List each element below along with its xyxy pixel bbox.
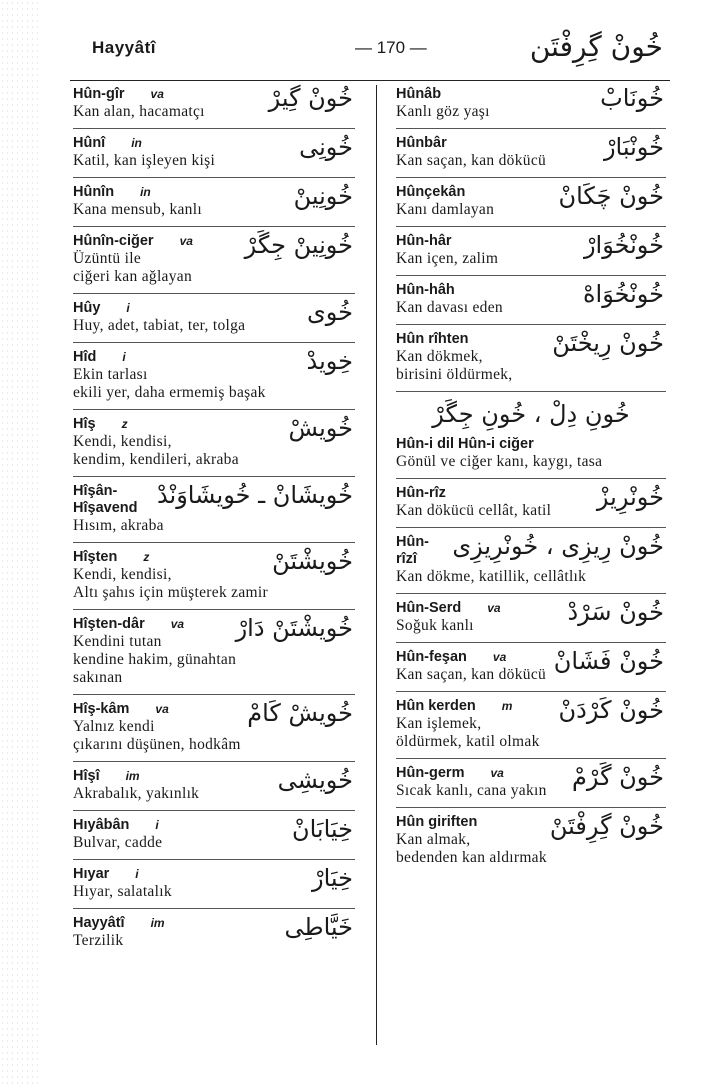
entry-definition: Kan dökme, katillik, cellâtlık — [396, 568, 587, 585]
entry-pos: im — [125, 769, 140, 783]
dictionary-entry — [73, 135, 355, 170]
entry-pos: m — [501, 699, 513, 713]
entry-definition: Bulvar, cadde — [73, 834, 163, 851]
dictionary-entry — [396, 814, 666, 867]
entry-pos: va — [179, 234, 193, 248]
entry-arabic: خُونْ كَرْدَنْ — [558, 696, 664, 724]
entry-headword: Hîd i — [73, 349, 126, 365]
entry-arabic: خُويشَانْ ـ خُويشَاوَنْدْ — [156, 481, 353, 509]
entry-divider — [396, 478, 666, 479]
entry-definition: Gönül ve ciğer kanı, kaygı, tasa — [396, 453, 603, 470]
dictionary-entry — [396, 698, 666, 751]
entry-divider — [396, 128, 666, 129]
entry-definition: Terzilik — [73, 932, 124, 949]
entry-divider — [73, 609, 355, 610]
entry-definition: Hıyar, salatalık — [73, 883, 172, 900]
entry-arabic: خُونْ رِيخْتَنْ — [552, 329, 664, 357]
entry-divider — [73, 342, 355, 343]
entry-definition: Kan saçan, kan dökücü — [396, 152, 547, 169]
dictionary-entry — [396, 184, 666, 219]
entry-arabic: خُوى — [306, 298, 353, 326]
entry-divider — [396, 275, 666, 276]
entry-headword: Hîşten z — [73, 549, 150, 565]
entry-headword: Hûnbâr — [396, 135, 447, 151]
entry-definition: Katil, kan işleyen kişi — [73, 152, 216, 169]
entry-divider — [73, 226, 355, 227]
entry-arabic: خُونْ فَشَانْ — [553, 647, 664, 675]
entry-definition: sakınan — [73, 669, 123, 686]
entry-headword: Hûn-feşan va — [396, 649, 507, 665]
dictionary-entry — [73, 817, 355, 852]
entry-pos: i — [155, 818, 159, 832]
dictionary-entry — [396, 485, 666, 520]
entry-definition: Altı şahıs için müşterek zamir — [73, 584, 268, 601]
entry-definition: Kendi, kendisi, — [73, 566, 172, 583]
entry-arabic: خُونْ چَكَانْ — [558, 182, 664, 210]
entry-definition: ciğeri kan ağlayan — [73, 268, 193, 285]
entry-definition: Huy, adet, tabiat, ter, tolga — [73, 317, 246, 334]
entry-definition: Yalnız kendi — [73, 718, 155, 735]
entry-arabic: خِيَارْ — [312, 864, 353, 892]
header-left-word: Hayyâtî — [92, 38, 156, 57]
entry-arabic: خِويدْ — [306, 347, 353, 375]
entry-headword: Hûnîn-ciğer va — [73, 233, 193, 249]
entry-headword-cont: rîzî — [396, 551, 417, 567]
entry-definition: kendine hakim, günahtan — [73, 651, 237, 668]
entry-headword: Hûn-Serd va — [396, 600, 501, 616]
entry-pos: in — [140, 185, 151, 199]
entry-arabic: خُويشْ كَامْ — [247, 699, 353, 727]
entry-headword: Hûn- — [396, 534, 430, 550]
entry-definition: Kan alan, hacamatçı — [73, 103, 205, 120]
entry-headword: Hûn rîhten — [396, 331, 469, 347]
entry-arabic: خُويشْ — [288, 414, 353, 442]
entry-divider — [396, 177, 666, 178]
entry-arabic: خُونْرِيزْ — [596, 483, 664, 511]
entry-arabic: خُونْخُوَارْ — [583, 231, 664, 259]
page-header — [0, 30, 723, 80]
entry-divider — [396, 226, 666, 227]
right-column — [396, 86, 666, 874]
entry-definition: kendim, kendileri, akraba — [73, 451, 239, 468]
entry-headword: Hûn-gîr va — [73, 86, 164, 102]
entry-definition: Akrabalık, yakınlık — [73, 785, 200, 802]
entry-divider — [396, 807, 666, 808]
dictionary-entry — [396, 600, 666, 635]
entry-divider — [73, 761, 355, 762]
dictionary-entry — [73, 915, 355, 950]
entry-arabic: خُونِى — [299, 133, 353, 161]
dictionary-entry — [73, 184, 355, 219]
entry-divider — [73, 293, 355, 294]
entry-arabic: خِيَابَانْ — [291, 815, 353, 843]
entry-arabic: خُونْ گَرْمْ — [571, 763, 664, 791]
entry-headword: Hûn kerden m — [396, 698, 513, 714]
entry-definition: Kan dökmek, — [396, 348, 483, 365]
dictionary-entry — [73, 549, 355, 602]
dictionary-entry — [73, 866, 355, 901]
entry-definition: Soğuk kanlı — [396, 617, 474, 634]
dictionary-entry — [73, 349, 355, 402]
entry-headword: Hûn-hâh — [396, 282, 455, 298]
entry-headword: Hîş-kâm va — [73, 701, 169, 717]
entry-divider — [396, 527, 666, 528]
entry-divider — [73, 177, 355, 178]
entry-definition: Kan almak, — [396, 831, 471, 848]
entry-definition: Kendi, kendisi, — [73, 433, 172, 450]
entry-definition: öldürmek, katil olmak — [396, 733, 540, 750]
entry-arabic: خُونَابْ — [600, 84, 664, 112]
entry-definition: bedenden kan aldırmak — [396, 849, 547, 866]
entry-headword: Hayyâtî im — [73, 915, 165, 931]
entry-definition: Kan saçan, kan dökücü — [396, 666, 547, 683]
entry-headword: Hûy i — [73, 300, 130, 316]
entry-divider — [73, 542, 355, 543]
entry-arabic: خُونْ گِيرْ — [268, 84, 353, 112]
entry-pos: va — [490, 766, 504, 780]
left-column — [73, 86, 355, 957]
entry-definition: Kan işlemek, — [396, 715, 482, 732]
entry-arabic: خُونِينْ — [293, 182, 353, 210]
entry-definition: Kanlı göz yaşı — [396, 103, 490, 120]
entry-arabic: خُونْ سَرْدْ — [567, 598, 664, 626]
dictionary-entry — [396, 649, 666, 684]
entry-headword: Hûnçekân — [396, 184, 466, 200]
entry-headword: Hîş z — [73, 416, 128, 432]
entry-divider — [396, 324, 666, 325]
entry-definition: ekili yer, daha ermemiş başak — [73, 384, 266, 401]
dictionary-entry — [73, 86, 355, 121]
entry-divider — [73, 694, 355, 695]
entry-pos: va — [487, 601, 501, 615]
entry-headword: Hıyar i — [73, 866, 139, 882]
entry-headword-cont: Hîşavend — [73, 500, 138, 516]
entry-divider — [396, 758, 666, 759]
header-right-word: خُونْ گِرِفْتَن — [529, 30, 663, 63]
entry-divider — [396, 391, 666, 392]
entry-definition: Kan dökücü cellât, katil — [396, 502, 552, 519]
entry-arabic: خُونْ گِرِفْتَنْ — [549, 812, 664, 840]
entry-headword: Hûn-i dil Hûn-i ciğer — [396, 436, 534, 452]
entry-pos: z — [143, 550, 150, 564]
entry-headword: Hûn-rîz — [396, 485, 446, 501]
entry-headword: Hûn giriften — [396, 814, 478, 830]
entry-arabic: خُونْ رِيزِى ، خُونْرِيزِى — [452, 532, 664, 560]
page-number: — 170 — — [355, 38, 427, 57]
entry-headword: Hîşî im — [73, 768, 140, 784]
entry-arabic: خُونْخُوَاهْ — [582, 280, 664, 308]
dictionary-entry — [73, 233, 355, 286]
entry-divider — [73, 810, 355, 811]
dictionary-entry — [396, 331, 666, 384]
dictionary-entry — [396, 400, 666, 471]
entry-definition: birisini öldürmek, — [396, 366, 513, 383]
entry-divider — [73, 409, 355, 410]
entry-arabic: خُويشْتَنْ — [272, 547, 353, 575]
entry-divider — [73, 128, 355, 129]
dictionary-entry — [73, 416, 355, 469]
entry-definition: çıkarını düşünen, hodkâm — [73, 736, 241, 753]
entry-arabic: خُويشْتَنْ دَارْ — [235, 614, 353, 642]
entry-headword: Hûnâb — [396, 86, 442, 102]
dictionary-entry — [396, 765, 666, 800]
entry-pos: i — [126, 301, 130, 315]
entry-pos: z — [121, 417, 128, 431]
dictionary-entry — [396, 86, 666, 121]
entry-definition: Kendini tutan — [73, 633, 162, 650]
entry-arabic: خَيَّاطِى — [284, 913, 353, 941]
entry-pos: i — [122, 350, 126, 364]
entry-arabic: خُويشِى — [277, 766, 353, 794]
dictionary-entry — [73, 768, 355, 803]
entry-definition: Hısım, akraba — [73, 517, 164, 534]
entry-divider — [396, 593, 666, 594]
dictionary-entry — [396, 534, 666, 586]
entry-definition: Kana mensub, kanlı — [73, 201, 202, 218]
entry-headword: Hûn-hâr — [396, 233, 452, 249]
entry-divider — [396, 642, 666, 643]
entry-definition: Kanı damlayan — [396, 201, 495, 218]
entry-pos: in — [131, 136, 142, 150]
entry-definition: Sıcak kanlı, cana yakın — [396, 782, 547, 799]
dictionary-entry — [73, 483, 355, 535]
entry-definition: Kan içen, zalim — [396, 250, 499, 267]
entry-divider — [73, 476, 355, 477]
entry-pos: va — [170, 617, 185, 631]
page-edge-texture — [0, 0, 40, 1088]
dictionary-entry — [396, 282, 666, 317]
dictionary-entry — [396, 135, 666, 170]
entry-headword: Hûnîn in — [73, 184, 151, 200]
entry-headword: Hûn-germ va — [396, 765, 504, 781]
header-rule — [70, 80, 670, 81]
dictionary-entry — [73, 300, 355, 335]
entry-definition: Kan davası eden — [396, 299, 503, 316]
entry-headword: Hûnî in — [73, 135, 142, 151]
entry-headword: Hîşten-dâr va — [73, 616, 185, 632]
entry-pos: va — [492, 650, 507, 664]
entry-pos: va — [150, 87, 164, 101]
dictionary-entry — [396, 233, 666, 268]
entry-pos: i — [135, 867, 139, 881]
entry-pos: va — [155, 702, 169, 716]
column-divider — [376, 85, 377, 1045]
entry-divider — [73, 859, 355, 860]
entry-definition: Üzüntü ile — [73, 250, 141, 267]
entry-arabic: خُونِينْ جِگَرْ — [244, 231, 353, 259]
entry-pos: im — [150, 916, 165, 930]
entry-divider — [73, 908, 355, 909]
entry-divider — [396, 691, 666, 692]
dictionary-entry — [73, 701, 355, 754]
entry-headword: Hıyâbân i — [73, 817, 159, 833]
dictionary-entry — [73, 616, 355, 687]
entry-headword: Hîşân- — [73, 483, 118, 499]
entry-arabic-center: خُونِ دِلْ ، خُونِ جِگَرْ — [432, 400, 630, 428]
entry-arabic: خُونْبَارْ — [603, 133, 664, 161]
entry-definition: Ekin tarlası — [73, 366, 148, 383]
